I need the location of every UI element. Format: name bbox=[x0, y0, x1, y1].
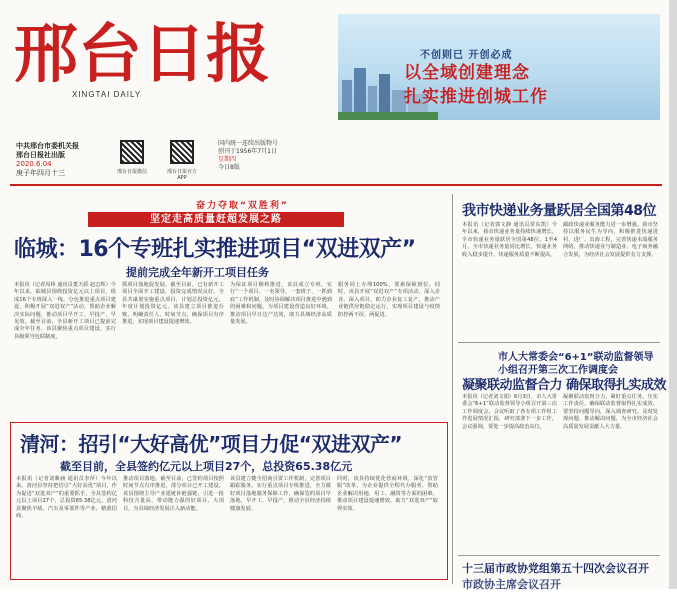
column-divider bbox=[452, 194, 453, 584]
right-body-2 bbox=[462, 394, 658, 552]
banner-line-1: 以全域创建理念 bbox=[404, 63, 530, 83]
info-line-1: 国内统一连续出版物号 bbox=[218, 140, 279, 147]
lead-headline[interactable]: 临城：16个专班扎实推进项目“双进双产” bbox=[14, 237, 416, 262]
org-line-2: 邢台日报社出版 bbox=[16, 151, 65, 159]
second-column: 本报讯（记者刘紫涵 通讯员李萍）今年以来，清河县坚持把招引“大好高优”项目，作为促进“双进双产”的重要抓手，全县签约亿元以上项目27个，总投资65.38亿元。清河县聚焦羊绒、汽车及零部件等产业，精准招商， bbox=[16, 476, 117, 520]
lead-column: 本报讯（记者周林 通讯员董天骄 赵志辉）今年以来，临城县围绕投资亿元以上项目，组成16个专班深入一线，分包推进重点项目建设，积极开展“双进双产”活动，帮助企业解决实际问题，推动项目早开工、早投产、早见效。截至目前，全县新开工项目已提前完成全年任务。该县聚焦重点项目建设，实行县级领导包联制度， bbox=[14, 282, 116, 340]
right-bottom-headline-2[interactable]: 市政协主席会议召开 bbox=[462, 578, 561, 591]
masthead-logo bbox=[12, 12, 270, 92]
section-rule bbox=[458, 555, 660, 556]
second-column: 同时，该县持续优化营商环境，深化“放管服”改革，为企业提供全程代办服务，帮助企业解决用地、用工、融资等方面的困难，推动项目建设提速增效，助力“双进双产”取得实效。 bbox=[337, 476, 438, 512]
qr-code-icon[interactable] bbox=[170, 140, 194, 164]
right-headline-2b: 小组召开第三次工作调度会 bbox=[498, 365, 618, 376]
right-column: 凝聚联动监督合力，紧盯重点任务，压实工作责任，确保联动监督取得扎实成效。要坚持问题导向，深入调查研究，及时发现问题、推动解决问题，为全市经济社会高质量发展贡献人大力量。 bbox=[563, 394, 658, 430]
qr-code-icon[interactable] bbox=[120, 140, 144, 164]
lead-column: 为保证项目顺利推进，该县成立专班，实行“一个项目、一名领导、一套班子、一抓到底”工作机制，及时协调解决项目推进中遇到的困难和问题，为项目建设营造良好环境，推动项目早日达产达效，助力县域经济高质量发展。 bbox=[230, 282, 332, 326]
qr-label-1: 邢台日报微信 bbox=[116, 169, 147, 175]
right-headline-2a: 市人大常委会“6+1”联动监督领导 bbox=[498, 352, 654, 363]
right-column: 本报讯（记者郭文静 通讯员常东凯）今年以来，我市快递业务量持续快速增长，全市快递业务量跃居全国第48位。1至4月，全市快递业务量同比增长，快递业务收入稳步提升，快递服务质量不断提高， bbox=[462, 222, 557, 258]
issue-date: 2020.6.04 bbox=[16, 160, 52, 168]
banner-line-2: 扎实推进创城工作 bbox=[404, 87, 548, 107]
banner-slogan-small: 不创则已 开创必成 bbox=[420, 50, 513, 61]
lead-redbar: 坚定走高质量赶超发展之路 bbox=[88, 212, 344, 227]
masthead-rule bbox=[10, 184, 662, 186]
lead-subhead: 提前完成全年新开工项目任务 bbox=[126, 266, 269, 279]
right-column: 本报讯（记者刘文娟）6月3日，市人大常委会“6+1”联动监督领导小组召开第三次工作调度会。会议听取了各专项工作组工作进展情况汇报，研究部署下一步工作。会议强调，要进一步提高政治站位， bbox=[462, 394, 557, 430]
lead-kicker: 奋力夺取“双胜利” bbox=[196, 201, 289, 211]
org-line-1: 中共邢台市委机关报 bbox=[16, 142, 79, 150]
masthead-title: 邢台日报 bbox=[14, 17, 270, 92]
lead-body bbox=[14, 282, 446, 418]
second-column: 该县建立健全招商引资工作机制，完善项目跟踪服务，实行重点项目专班推进，全力做好项目落地服务保障工作，确保签约项目早落地、早开工、早投产，推动全县经济持续健康发展。 bbox=[230, 476, 331, 512]
lunar-date: 庚子年四月十三 bbox=[16, 169, 65, 177]
info-line-3: 星期四 bbox=[218, 156, 237, 163]
masthead-org bbox=[16, 142, 108, 178]
info-line-4: 今日8版 bbox=[218, 164, 240, 171]
right-headline-1[interactable]: 我市快递业务量跃居全国第48位 bbox=[462, 203, 656, 219]
right-column: 邮政快递业服务能力进一步增强。我市坚持以服务民生为导向，积极推进快递进村、进厂、出海工程，完善快递末端服务网络，推动快递业与制造业、电子商务融合发展，为经济社会发展提供有力支撑。 bbox=[563, 222, 658, 258]
section-rule bbox=[458, 342, 660, 343]
right-body-1 bbox=[462, 222, 658, 340]
second-subhead: 截至目前，全县签约亿元以上项目27个，总投资65.38亿元 bbox=[60, 460, 353, 473]
qr-label-2: 邢台日报官方APP bbox=[166, 169, 197, 181]
banner-ad bbox=[338, 14, 660, 120]
right-bottom-headline[interactable]: 十三届市政协党组第五十四次会议召开 bbox=[462, 562, 649, 575]
lead-column: 抓项目落地促发展。截至目前，已有新开工项目全面开工建设，投资完成情况良好。全县共谋划实施重点项目，计划总投资亿元，年度计划投资亿元。该县建立项目推进台账，明确责任人、时间节点，确保项目有序推进，实现项目建设提速增效。 bbox=[122, 282, 224, 326]
masthead bbox=[12, 10, 270, 120]
second-column: 推动项目落地。截至目前，已签约项目按照时间节点有序推进，部分项目已开工建设。该县围绕主导产业延链补链强链，引进一批科技含量高、带动能力强的好项目、大项目，为县域经济发展注入新动能。 bbox=[123, 476, 224, 512]
second-headline[interactable]: 清河：招引“大好高优”项目力促“双进双产” bbox=[20, 432, 403, 456]
second-body bbox=[16, 476, 444, 576]
right-headline-2c[interactable]: 凝聚联动监督合力 确保取得扎实成效 bbox=[462, 378, 667, 393]
masthead-latin: XINGTAI DAILY bbox=[72, 90, 142, 99]
masthead-info bbox=[218, 140, 328, 172]
lead-column: 服务同上办理100%，要素保障到位。同时，该县开展“双进双产”专项活动，深入企业、深入项目，助力企业复工复产，推动产业链供应链稳定运行，实现项目建设与疫情防控两不误、两促进。 bbox=[338, 282, 440, 318]
info-line-2: 创刊于1956年7月1日 bbox=[218, 148, 277, 155]
